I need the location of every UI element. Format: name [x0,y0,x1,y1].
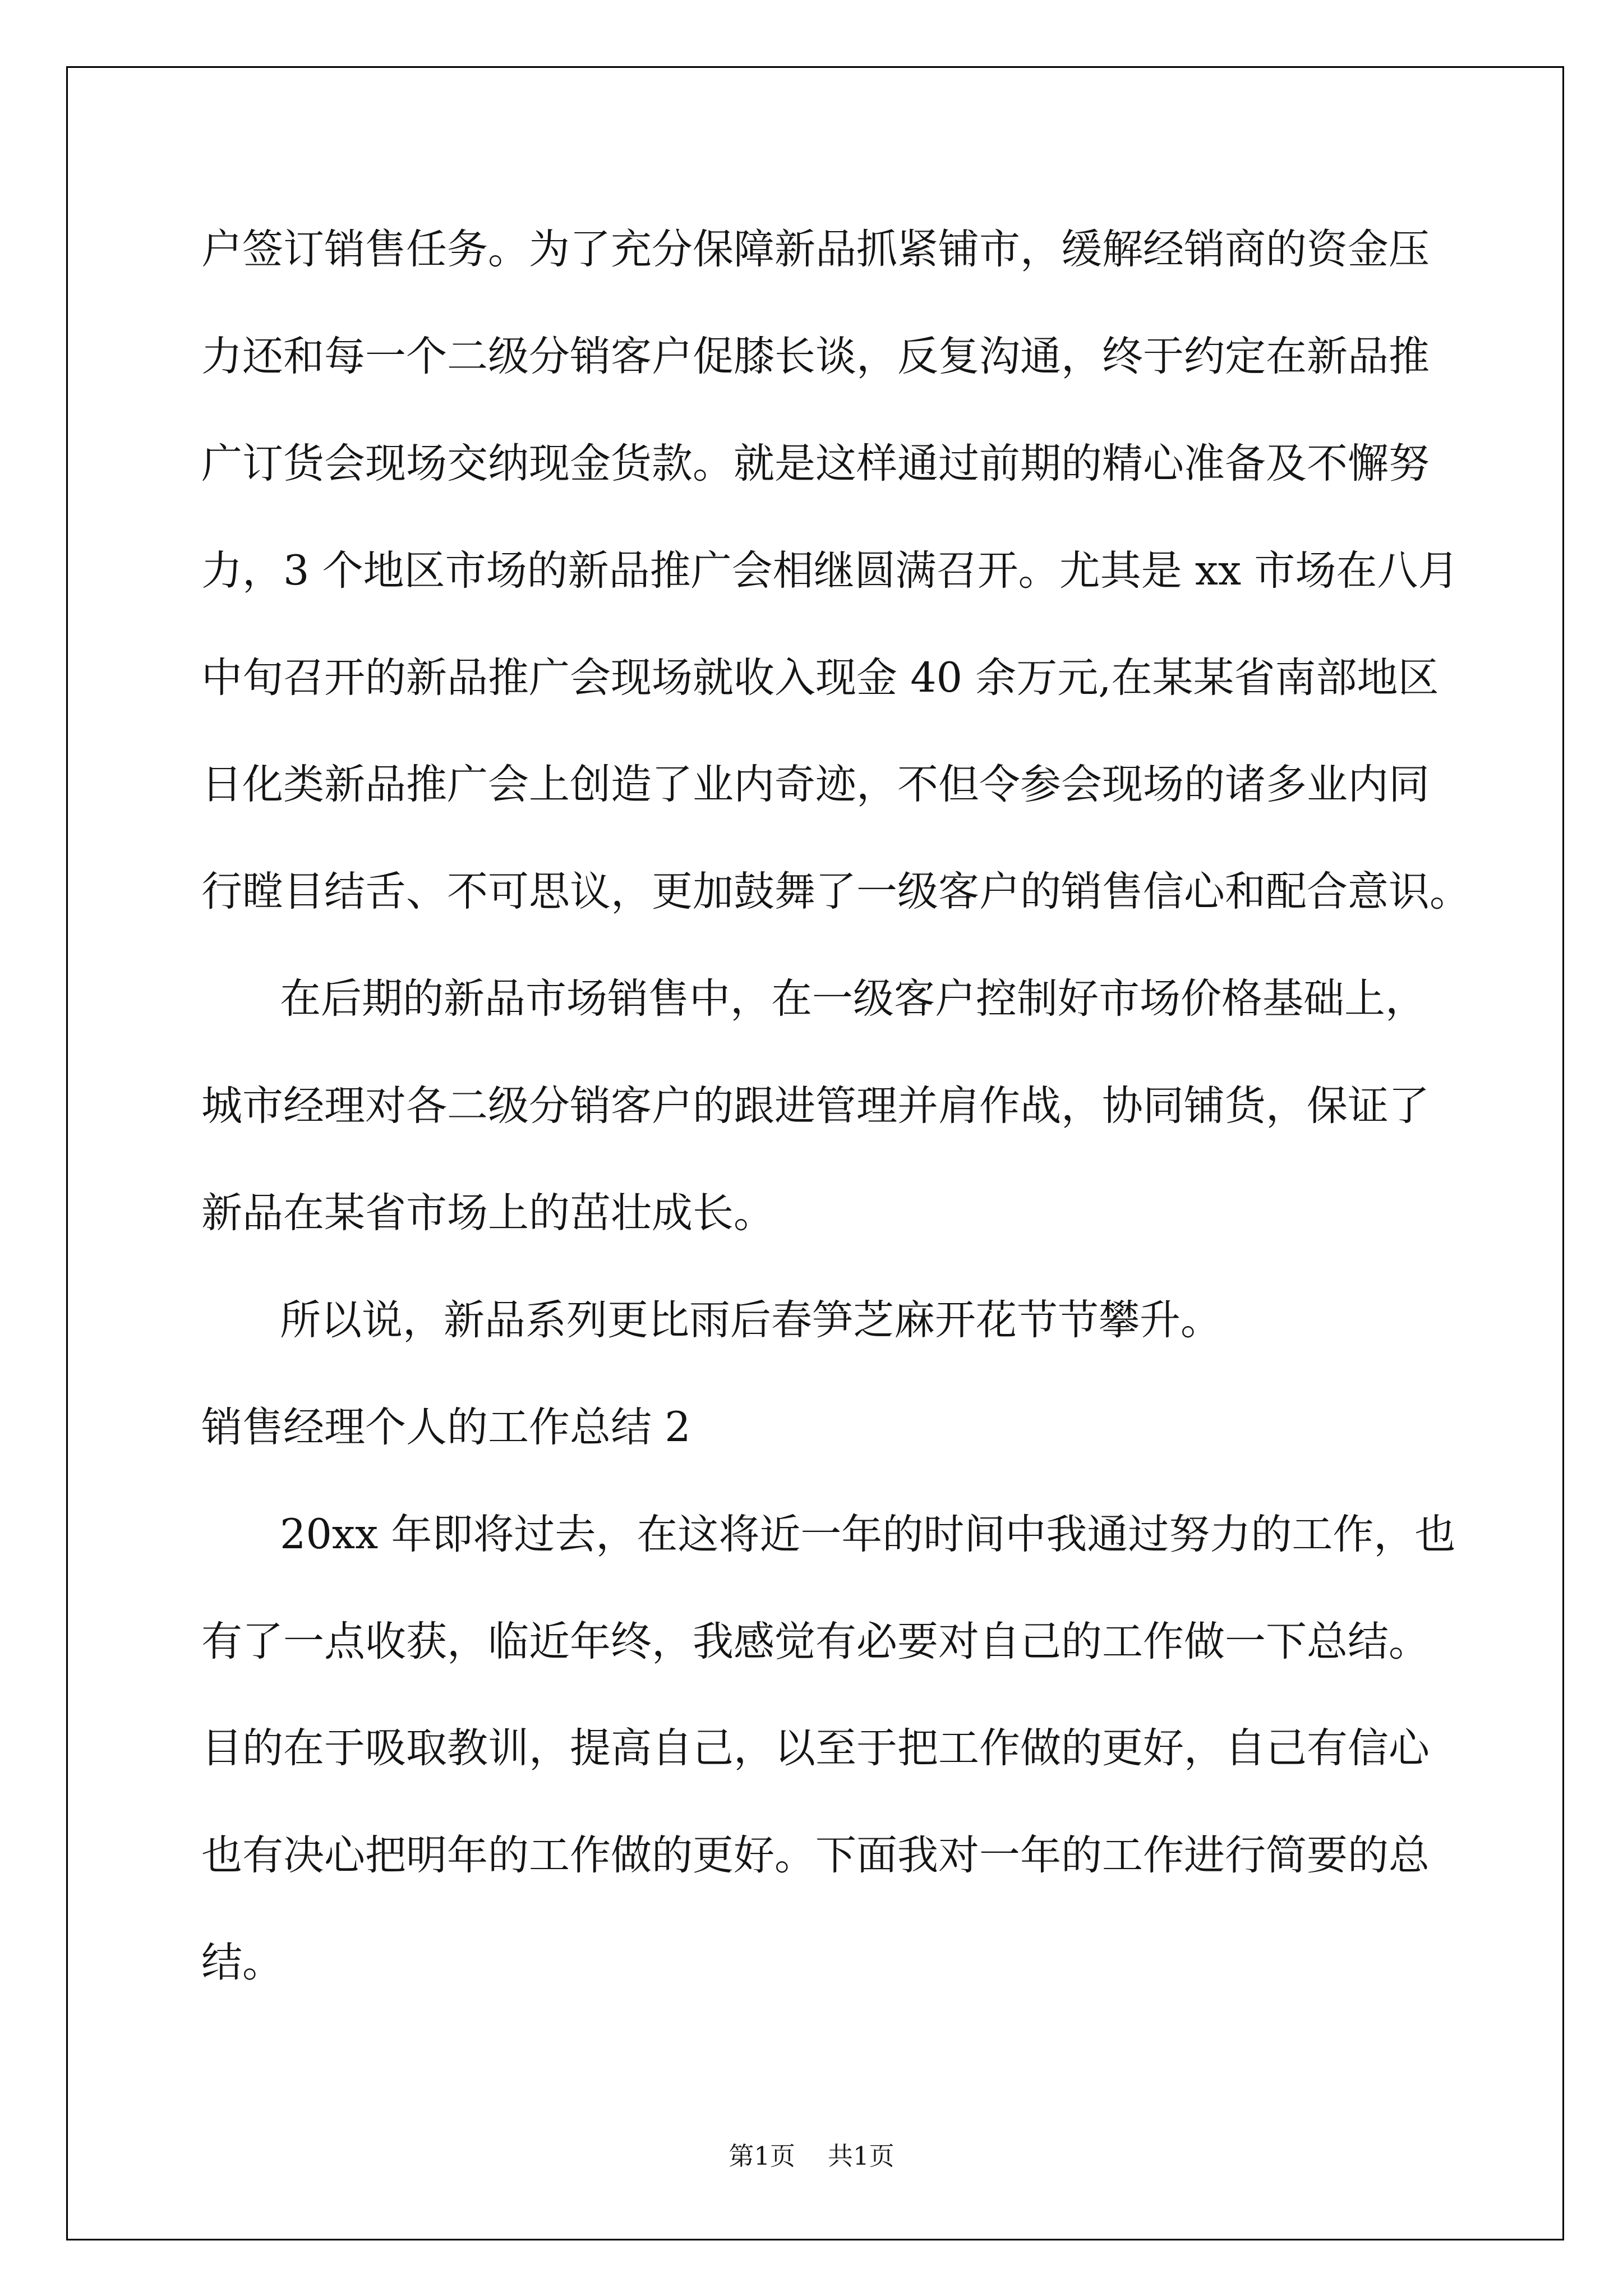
paragraph [201,1267,1491,1374]
paragraph [201,196,1491,946]
text-line: 在后期的新品市场销售中，在一级客户控制好市场价格基础上， [280,975,1426,1023]
text-line: 20xx 年即将过去，在这将近一年的时间中我通过努力的工作，也 [280,1510,1456,1558]
document-body [201,196,1491,2017]
text-line: 也有决心把明年的工作做的更好。下面我对一年的工作进行简要的总 [201,1832,1430,1880]
page-count: 共1页 [828,2141,895,2171]
text-line: 新品在某省市场上的茁壮成长。 [201,1189,774,1237]
paragraph [201,1481,1491,2017]
text-line: 有了一点收获，临近年终，我感觉有必要对自己的工作做一下总结。 [201,1617,1430,1665]
text-line: 结。 [201,1939,283,1987]
page-footer [0,2141,1623,2172]
text-line: 日化类新品推广会上创造了业内奇迹，不但令参会现场的诸多业内同 [201,761,1430,809]
section-heading: 销售经理个人的工作总结 2 [201,1403,691,1451]
text-line: 户签订销售任务。为了充分保障新品抓紧铺市，缓解经销商的资金压 [201,226,1430,273]
paragraph [201,946,1491,1267]
text-line: 中旬召开的新品推广会现场就收入现金 40 余万元,在某某省南部地区 [201,654,1439,702]
page-number: 第1页 [728,2141,795,2171]
text-line: 行瞠目结舌、不可思议，更加鼓舞了一级客户的销售信心和配合意识。 [201,868,1470,916]
text-line: 力还和每一个二级分销客户促膝长谈，反复沟通，终于约定在新品推 [201,332,1430,380]
text-line: 所以说，新品系列更比雨后春笋芝麻开花节节攀升。 [280,1296,1221,1344]
text-line: 城市经理对各二级分销客户的跟进管理并肩作战，协同铺货，保证了 [201,1082,1430,1130]
text-line: 广订货会现场交纳现金货款。就是这样通过前期的精心准备及不懈努 [201,439,1430,487]
text-line: 力，3 个地区市场的新品推广会相继圆满召开。尤其是 xx 市场在八月 [201,546,1459,595]
text-line: 目的在于吸取教训，提高自己，以至于把工作做的更好，自己有信心 [201,1724,1430,1773]
